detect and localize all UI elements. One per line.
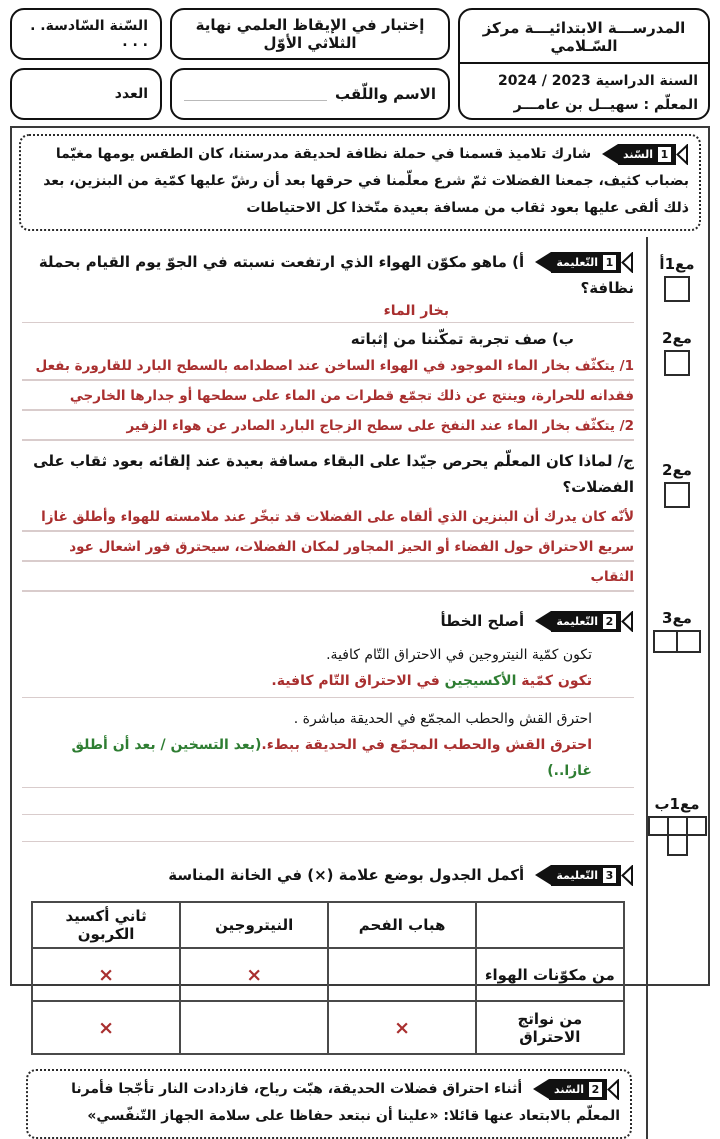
score-label-3: مع2 [662, 461, 692, 479]
question-a-text: أ) ماهو مكوّن الهواء الذي ارتفعت نسبته في الجوّ يوم القيام بحملة نظافة؟ [38, 253, 634, 297]
table-cell [328, 948, 475, 1001]
table-row-air-components [32, 948, 624, 1001]
question-a-line [22, 249, 634, 301]
pennant-arrow-icon [535, 252, 551, 272]
answer-b1: 1/ يتكثّف بخار الماء الموجود في الهواء الساخن عند اصطدامه بالسطح البارد للقارورة بفعل فقدانه للحرارة، وينتج عن ذلك تجمّع قطرات من الماء على سطحها أو جدارها الخارجي [22, 351, 634, 411]
score-checkbox [667, 816, 688, 836]
score-item-5 [646, 795, 708, 856]
table-cell: × [180, 948, 328, 1001]
answer-b2: 2/ يتكثّف بخار الماء عند النفخ على سطح الزجاج البارد الصادر عن هواء الزفير [22, 411, 634, 441]
pennant-arrow-icon [533, 1079, 549, 1099]
row-label: من نواتج الاحتراق [476, 1001, 624, 1054]
fix1-red-start: تكون كمّية [516, 673, 592, 689]
score-item-3 [646, 461, 708, 508]
exam-title: إختبار في الإيقاظ العلمي نهاية الثلاثي الأوّل [170, 8, 450, 60]
pennant-number: 2 [589, 1082, 602, 1097]
header [10, 8, 710, 120]
student-name-box [170, 68, 450, 120]
error-sentence-2: احترق القش والحطب المجمّع في الحديقة مباشرة . [293, 711, 592, 727]
taalima3-title: أكمل الجدول بوضع علامة (×) في الخانة المناسة [168, 866, 525, 884]
row-label: من مكوّنات الهواء [476, 948, 624, 1001]
score-item-4 [646, 609, 708, 653]
question-c-text: ج/ لماذا كان المعلّم يحرص جيّدا على البقاء مسافة بعيدة عند إلقائه بعود ثقاب على الفضلات؟ [33, 452, 634, 496]
pennant-arrow-icon [535, 611, 551, 631]
school-year: السنة الدراسية 2023 / 2024 [497, 73, 698, 89]
pennant-label: التّعليمة [556, 255, 598, 269]
score-label-1: مع1أ [659, 255, 695, 273]
pennant-label: التّعليمة [556, 868, 598, 882]
pennant-tail-icon [621, 252, 634, 273]
taalima2-pennant [535, 611, 634, 632]
body-row [12, 237, 708, 1139]
pennant-tail-icon [676, 144, 689, 165]
pennant-tail-icon [607, 1079, 620, 1100]
blank-answer-line [22, 815, 634, 842]
score-checkbox [667, 834, 688, 856]
sanad2-box [26, 1069, 632, 1139]
score-checkbox [653, 630, 678, 653]
fixed-sentence-2 [22, 732, 634, 788]
teacher-name: المعلّم : سهيــل بن عامـــر [513, 97, 698, 113]
score-label-4: مع3 [662, 609, 692, 627]
score-label-2: مع2 [662, 329, 692, 347]
fix1-green-word: الأكسيجين [444, 673, 517, 689]
pennant-tail-icon [621, 865, 634, 886]
score-checkbox [664, 276, 690, 302]
sanad2-text: أثناء احتراق فضلات الحديقة، هبّت رياح، فازدادت النار تأجّجا فأمرنا المعلّم بالابتعاد عنها قائلا: «علينا أن نبتعد حفاظا على سلامة الجهاز التّنفّسي» [71, 1081, 620, 1124]
main-frame [10, 126, 710, 1124]
pennant-label: السّند [623, 147, 653, 161]
sanad1-pennant [602, 144, 689, 165]
table-corner-cell [476, 902, 624, 948]
taalima2-line [22, 608, 634, 634]
score-checkbox [664, 350, 690, 376]
pennant-arrow-icon [602, 144, 618, 164]
grade-label: السّنة السّادسة. . . . . [10, 8, 162, 60]
grade-column [10, 8, 162, 120]
pennant-number: 1 [603, 255, 616, 270]
fix1-red-end: في الاحتراق التّام كافية. [271, 673, 445, 689]
table-col-soot: هباب الفحم [328, 902, 475, 948]
sanad2-pennant [533, 1079, 620, 1100]
school-details [460, 64, 708, 121]
pennant-label: السّند [554, 1082, 584, 1096]
score-checkbox [676, 630, 701, 653]
taalima3-line [22, 862, 634, 888]
school-info-box [458, 8, 710, 120]
pennant-tail-icon [621, 611, 634, 632]
table-header-row [32, 902, 624, 948]
taalima1-pennant [535, 252, 634, 273]
pennant-arrow-icon [535, 865, 551, 885]
score-item-1 [646, 255, 708, 302]
title-column [170, 8, 450, 120]
score-margin [646, 237, 708, 1139]
table-cell: × [32, 948, 180, 1001]
score-checkbox [664, 482, 690, 508]
table-cell [180, 1001, 328, 1054]
score-checkbox [686, 816, 707, 836]
score-checkbox [648, 816, 669, 836]
taalima3-pennant [535, 865, 634, 886]
answer-a: بخار الماء [22, 301, 634, 323]
pennant-number: 3 [603, 868, 616, 883]
score-label: العدد [10, 68, 162, 120]
blank-answer-line [22, 788, 634, 815]
pennant-label: التّعليمة [556, 614, 598, 628]
table-col-nitrogen: النيتروجين [180, 902, 328, 948]
name-label: الاسم واللّقب [335, 85, 436, 103]
question-b-text: ب) صف تجربة تمكّننا من إثباته [350, 330, 574, 348]
fixed-sentence-1 [22, 668, 634, 698]
table-row-combustion-products [32, 1001, 624, 1054]
table-col-co2: ثاني أكسيد الكربون [32, 902, 180, 948]
combustion-table [31, 901, 625, 1055]
sanad1-box [19, 134, 701, 231]
taalima2-title: أصلح الخطأ [440, 612, 525, 630]
score-label-5: مع1ب [654, 795, 700, 813]
pennant-number: 2 [603, 614, 616, 629]
answer-c: لأنّه كان يدرك أن البنزين الذي ألقاه على الفضلات قد تبخّر عند ملامسته للهواء وأطلق غازا سريع الاحتراق حول الفضاء أو الحيز المجاور لمكان الفضلات، سيحترق فور اشعال عود الثقاب [22, 502, 634, 592]
content-column [12, 237, 646, 1139]
score-item-2 [646, 329, 708, 376]
sanad1-text: شارك تلاميذ قسمنا في حملة نظافة لحديقة مدرستنا، كان الطقس يومها مغيّما بضباب كثيف، جمعنا الفضلات ثمّ شرع معلّمنا في حرقها بعد أن رشّ عليها كمّية من البنزين، بعد ذلك ألقى عليها بعود ثقاب من مسافة بعيدة متّخذا كل الاحتياطات [43, 146, 689, 216]
table-cell: × [328, 1001, 475, 1054]
fix2-green-note: (بعد التسخين / بعد أن أطلق غازا..) [71, 737, 592, 779]
table-cell: × [32, 1001, 180, 1054]
error-sentence-1: تكون كمّية النيتروجين في الاحتراق التّام كافية. [326, 647, 592, 663]
name-blank-line [184, 87, 327, 101]
pennant-number: 1 [658, 147, 671, 162]
fix2-red-part: احترق القش والحطب المجمّع في الحديقة ببطء. [261, 737, 592, 753]
school-name: المدرســـة الابتدائيـــة مركز السّـلامي [460, 10, 708, 64]
